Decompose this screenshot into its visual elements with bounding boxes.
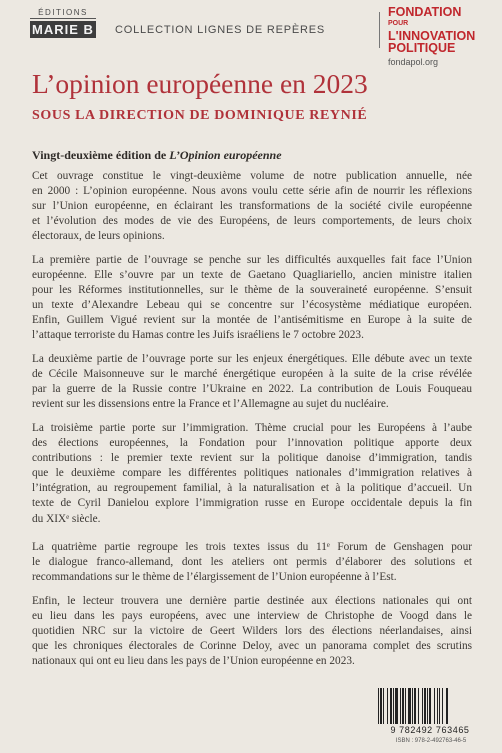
paragraph-line: Enfin, le lecteur trouvera une dernière partie destinée aux élections nationales qui ont <box>32 595 472 607</box>
paragraph-line: revient sur les dissensions entre la France et l’Allemagne au sujet du nucléaire. <box>32 398 389 411</box>
publisher-small-label: ÉDITIONS <box>30 8 96 19</box>
fondation-pour: POUR <box>388 20 409 27</box>
edition-prefix: Vingt-deuxième édition de <box>32 148 170 162</box>
paragraph-line: le dialogue franco-allemand, dont les ateliers ont permis d’élaborer des solutions et <box>32 556 472 569</box>
fondation-line-1: FONDATION <box>388 5 462 19</box>
fondation-url: fondapol.org <box>388 57 439 67</box>
paragraph-line: recommandations sur le thème de l’élargissement de l’Union européenne à l’Est. <box>32 571 397 584</box>
paragraph-line: sur l’Union européenne, en éclairant les transformations de la société civile européenne <box>32 200 472 213</box>
paragraph-line: l’attaque terroriste du Hamas contre les Juifs israéliens le 7 octobre 2023. <box>32 329 364 342</box>
publisher-name: MARIE B <box>30 21 96 38</box>
paragraph-line: La quatrième partie regroupe les trois textes issus du 11ᵉ Forum de Genshagen pour <box>32 541 472 553</box>
paragraph-line: pour les Réformes institutionnelles, sur le thème de la souveraineté européenne. S’ensuit <box>32 284 472 297</box>
barcode-bars <box>376 688 486 724</box>
paragraph-line: du XIXᵉ siècle. <box>32 512 101 525</box>
paragraph-6 <box>32 594 472 669</box>
paragraph-line: eu lieu dans les pays européens, avec une interview de Christophe de Voogd dans le <box>32 610 472 623</box>
barcode <box>370 688 490 748</box>
edition-line <box>32 148 282 163</box>
paragraph-line: l’intégration, au regroupement familial, à la naturalisation et à la politique d’accueil. Un <box>32 482 472 495</box>
book-title: L’opinion européenne en 2023 <box>32 68 368 99</box>
barcode-number: 9 782492 763465 <box>390 725 470 735</box>
paragraph-3 <box>32 352 472 412</box>
paragraph-line: Enfin, Guillem Vigué revient sur la montée de l’antisémitisme en Europe à la suite de <box>32 314 472 327</box>
paragraph-line: en 2000 : L’opinion européenne. Nous avons voulu cette série afin de nourrir les réflexions <box>32 185 472 198</box>
paragraph-line: contributions : le premier texte revient sur la politique danoise d’immigration, tandis <box>32 452 472 465</box>
paragraph-line: des élections européennes, la Fondation pour l’innovation politique apporte deux <box>32 437 472 450</box>
paragraph-4 <box>32 421 472 527</box>
paragraph-line: nationaux qui ont eu lieu dans les pays de l’Union européenne en 2023. <box>32 655 355 668</box>
paragraph-line: par la guerre de la Russie contre l’Ukraine en 2022. La contribution de Louis Fouqueau <box>32 383 472 396</box>
paragraph-2 <box>32 253 472 344</box>
collection-label: COLLECTION LIGNES DE REPÈRES <box>115 24 326 36</box>
book-subtitle: SOUS LA DIRECTION DE DOMINIQUE REYNIÉ <box>32 108 368 123</box>
paragraph-line: et l’évolution des modes de vie des Européens, de leurs comportements, de leurs choix <box>32 215 472 228</box>
paragraph-line: un texte d’Alexandre Lebeau qui se concentre sur l’écosystème médiatique européen. <box>32 299 472 312</box>
paragraph-5 <box>32 540 472 585</box>
fondation-line-2: L'INNOVATION <box>388 29 476 43</box>
paragraph-line: électoraux, de leurs opinions. <box>32 230 165 243</box>
paragraph-1 <box>32 169 472 244</box>
fondation-logo <box>388 6 475 68</box>
publisher-logo <box>30 8 96 46</box>
paragraph-line: de Cécile Maisonneuve sur le marché énergétique européen à la suite de la crise révélée <box>32 368 472 381</box>
header-divider <box>379 12 380 48</box>
paragraph-line: européenne. Elle s’ouvre par un texte de Gaetano Quagliariello, ancien ministre italien <box>32 269 472 282</box>
paragraph-line: que les chroniques électorales de Corinne Deloy, avec un panorama complet des scrutins <box>32 640 472 653</box>
isbn-text: ISBN : 978-2-492763-46-5 <box>395 738 467 744</box>
paragraph-line: que le deuxième compare les différentes politiques nationales d’immigration relatives à <box>32 467 472 480</box>
paragraph-line: texte de Cyril Danielou explore l’immigration russe en Europe occidentale depuis la fin <box>32 497 472 510</box>
paragraph-line: quotidien NRC sur la victoire de Geert Wilders lors des élections néerlandaises, ainsi <box>32 625 472 638</box>
paragraph-line: La deuxième partie de l’ouvrage porte sur les enjeux énergétiques. Elle débute avec un texte <box>32 353 472 365</box>
header-bar <box>0 0 502 67</box>
edition-title: L’Opinion européenne <box>169 148 282 162</box>
fondation-line-3: POLITIQUE <box>388 41 456 55</box>
paragraph-line: La première partie de l’ouvrage se penche sur les difficultés auxquelles fait face l’Union <box>32 254 472 266</box>
paragraph-line: Cet ouvrage constitue le vingt-deuxième volume de notre publication annuelle, née <box>32 170 472 182</box>
paragraph-line: La troisième partie porte sur l’immigration. Thème crucial pour les Européens à l’aube <box>32 422 472 434</box>
